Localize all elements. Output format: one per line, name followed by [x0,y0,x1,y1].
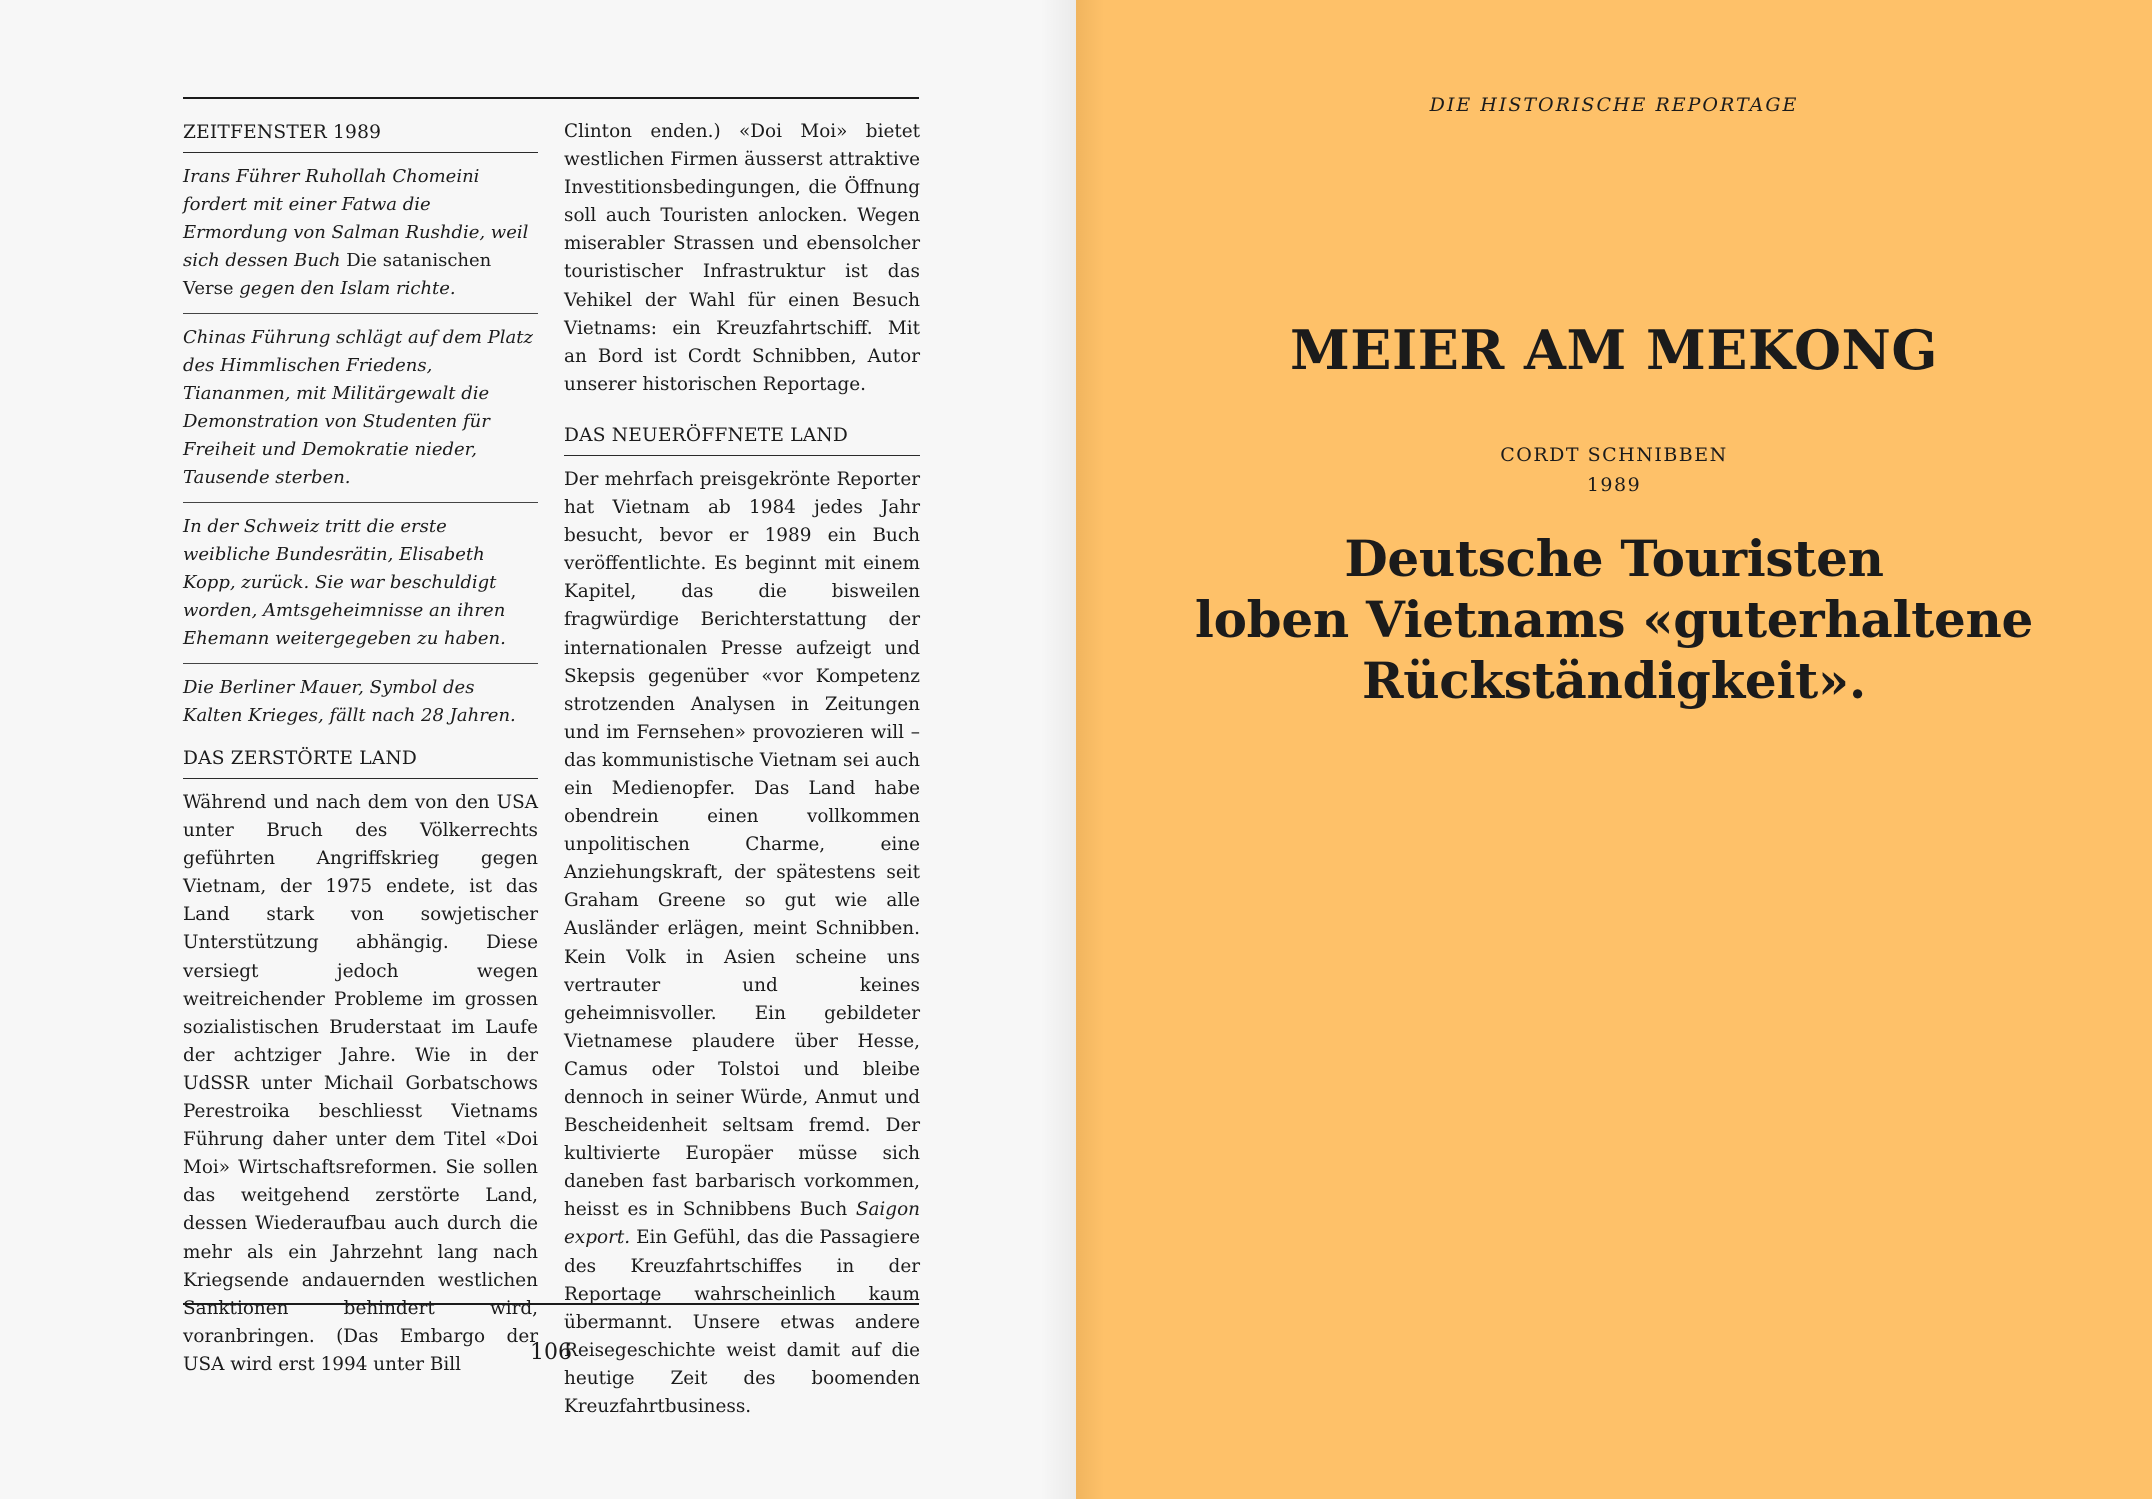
spine-shadow [1076,0,1104,1499]
headline: MEIER AM MEKONG [1290,318,1938,382]
page-number: 106 [530,1340,572,1365]
body-text: Während und nach dem von den USA unter Bruch des Völkerrechts geführten Angriffskrieg gegen Vietnam, der 1975 endete, ist das Land stark von sowjetischer Unterstützung abhängig. Diese versiegt jedoch wegen weitreichender Probleme im grossen sozialistischen Bruderstaat im Laufe der achtziger Jahre. Wie in der UdSSR unter Michail Gorbatschows Perestroika beschliesst Vietnams Führung daher unter dem Titel «Doi Moi» Wirtschaftsreformen. Sie sollen das weitgehend zerstörte Land, dessen Wiederaufbau auch durch die mehr als ein Jahrzehnt lang nach Kriegsende andauernden westlichen Sanktionen behindert wird, voranbringen. (Das Embargo der USA wird erst 1994 unter Bill [183,792,538,1375]
author: CORDT SCHNIBBEN [1500,444,1728,466]
subhead-line: loben Vietnams «guterhaltene [1194,590,2034,649]
timeline-entry [183,324,538,503]
body-text: Clinton enden.) «Doi Moi» bietet westlichen Firmen äusserst attraktive Investitionsbedingungen, die Öffnung soll auch Touristen anlocken. Wegen miserabler Strassen und ebensolcher touristischer Infrastruktur ist das Vehikel der Wahl für einen Besuch Vietnams: ein Kreuzfahrtschiff. Mit an Bord ist Cordt Schnibben, Autor unserer historischen Reportage. [564,121,920,395]
entry-text: Irans Führer Ruhollah Chomeini fordert mit einer Fatwa die Ermordung von Salman Rushdie, weil sich dessen Buch [183,166,529,271]
subhead-line: Rückständigkeit». [1361,651,1866,710]
entry-text: Die Berliner Mauer, Symbol des Kalten Krieges, fällt nach 28 Jahren. [183,677,516,726]
timeline-entry [183,513,538,664]
section-heading: DAS ZERSTÖRTE LAND [183,744,538,779]
entry-text: In der Schweiz tritt die erste weibliche Bundesrätin, Elisabeth Kopp, zurück. Sie war beschuldigt worden, Amtsgeheimnisse an ihren Ehemann weitergegeben zu haben. [183,516,506,649]
sidebar-title: ZEITFENSTER 1989 [183,118,538,153]
left-column [183,118,538,1379]
subhead [1176,528,2052,711]
kicker: DIE HISTORISCHE REPORTAGE [1429,94,1799,116]
entry-text: gegen den Islam richte. [233,278,456,299]
section-heading: DAS NEUERÖFFNETE LAND [564,421,920,456]
body-text [564,466,920,1421]
right-column [564,118,920,1421]
book-title: Saigon export. [564,1199,920,1249]
year: 1989 [1586,474,1642,496]
book-title: Die satanischen Verse [183,250,492,299]
entry-text: Chinas Führung schlägt auf dem Platz des Himmlischen Friedens, Tiananmen, mit Militärgewalt die Demonstration von Studenten für Freiheit und Demokratie nieder, Tausende sterben. [183,327,533,488]
top-rule [183,97,919,99]
body-text-part: Ein Gefühl, das die Passagiere des Kreuzfahrtschiffes in der Reportage wahrscheinlich kaum übermannt. Unsere etwas andere Reisegeschichte weist damit auf die heutige Zeit des boomenden Kreuzfahrtbusiness. [564,1227,920,1418]
subhead-line: Deutsche Touristen [1344,529,1884,588]
timeline-entry [183,674,538,738]
byline [1076,440,2152,500]
body-text-part: Der mehrfach preisgekrönte Reporter hat Vietnam ab 1984 jedes Jahr besucht, bevor er 1989 ein Buch veröffentlichte. Es beginnt mit einem Kapitel, das die bisweilen fragwürdige Berichterstattung der internationalen Presse aufzeigt und Skepsis gegenüber «vor Kompetenz strotzenden Analysen in Zeitungen und im Fernsehen» provozieren will – das kommunistische Vietnam sei auch ein Medienopfer. Das Land habe obendrein einen vollkommen unpolitischen Charme, eine Anziehungskraft, der spätestens seit Graham Greene so gut wie alle Ausländer erlägen, meint Schnibben. Kein Volk in Asien scheine uns vertrauter und keines geheimnisvoller. Ein gebildeter Vietnamese plaudere über Hesse, Camus oder Tolstoi und bleibe dennoch in seiner Würde, Anmut und Bescheidenheit seltsam fremd. Der kultivierte Europäer müsse sich daneben fast barbarisch vorkommen, heisst es in Schnibbens Buch [564,468,920,1221]
gutter-shadow [1040,0,1076,1499]
timeline-entry [183,163,538,314]
right-page [1076,0,2152,1499]
